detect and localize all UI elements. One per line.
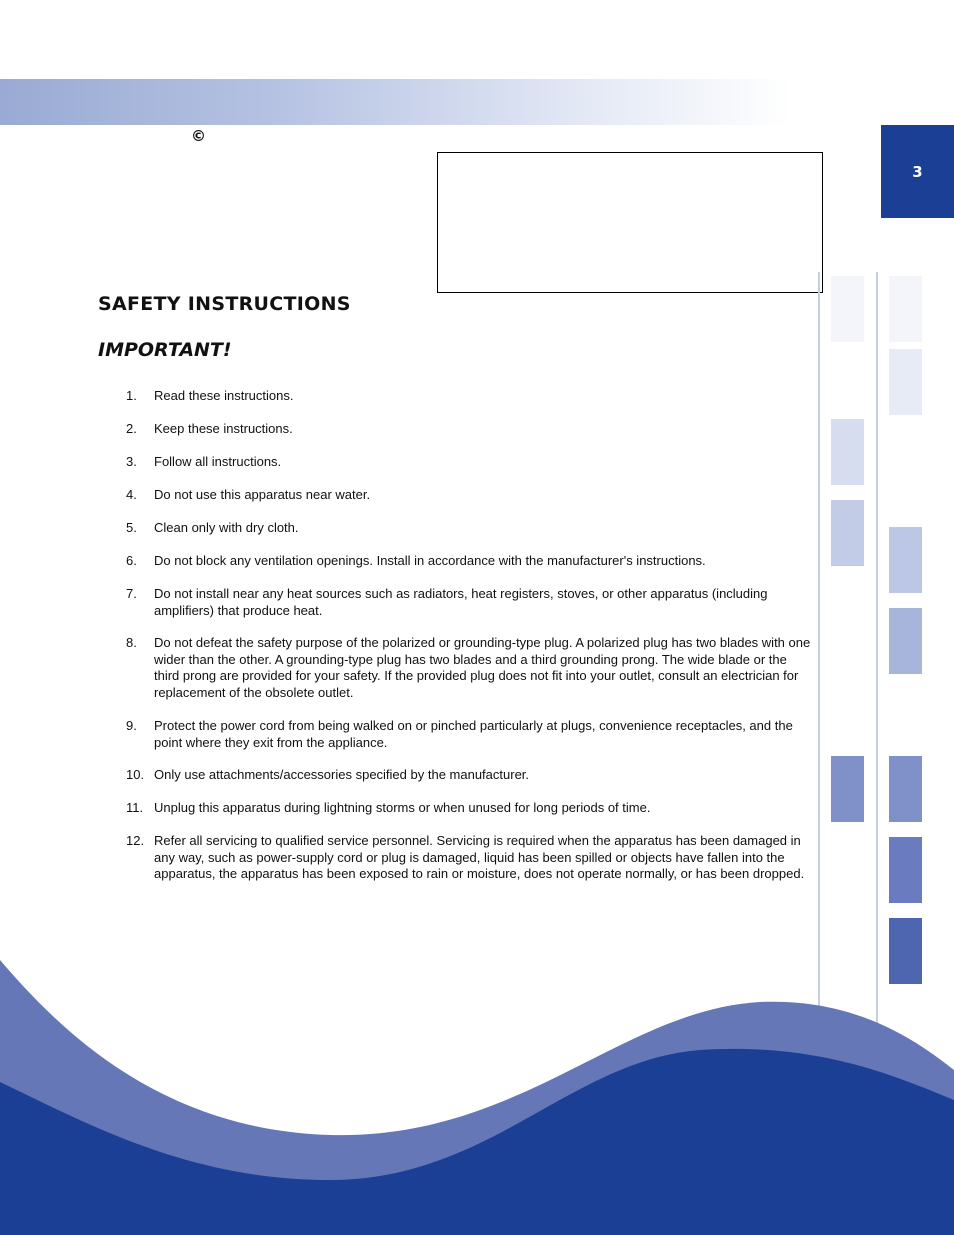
instruction-item (126, 454, 811, 471)
instruction-item (126, 767, 811, 784)
instruction-item (126, 553, 811, 570)
decorative-block (831, 276, 864, 342)
instruction-text: Do not install near any heat sources such as radiators, heat registers, stoves, or other apparatus (including amplifiers) that produce heat. (154, 586, 768, 618)
instruction-text: Do not block any ventilation openings. Install in accordance with the manufacturer's instructions. (154, 553, 706, 568)
instruction-number: 8. (126, 635, 137, 650)
instruction-text: Clean only with dry cloth. (154, 520, 299, 535)
copyright-symbol: © (191, 127, 206, 145)
instruction-text: Keep these instructions. (154, 421, 293, 436)
instruction-item (126, 487, 811, 504)
instruction-number: 9. (126, 718, 137, 733)
instruction-text: Do not use this apparatus near water. (154, 487, 371, 502)
instruction-item (126, 586, 811, 619)
instruction-item (126, 421, 811, 438)
instruction-text: Unplug this apparatus during lightning storms or when unused for long periods of time. (154, 800, 651, 815)
instruction-number: 7. (126, 586, 137, 601)
page-number: 3 (912, 162, 923, 181)
instruction-number: 1. (126, 388, 137, 403)
decorative-block (889, 608, 922, 674)
decorative-block (831, 419, 864, 485)
instruction-text: Do not defeat the safety purpose of the polarized or grounding-type plug. A polarized plug has two blades with one wider than the other. A grounding-type plug has two blades and a third grounding prong. The wide blade or the third prong are provided for your safety. If the provided plug does not fit into your outlet, consult an electrician for replacement of the obsolete outlet. (154, 635, 811, 700)
decorative-block (831, 500, 864, 566)
decorative-block (889, 349, 922, 415)
important-heading: IMPORTANT! (98, 339, 232, 361)
instruction-item (126, 833, 811, 883)
header-gradient-band (0, 79, 790, 125)
instruction-number: 12. (126, 833, 145, 848)
instruction-text: Read these instructions. (154, 388, 294, 403)
page-number-tab (881, 125, 954, 218)
instruction-text: Protect the power cord from being walked on or pinched particularly at plugs, convenience receptacles, and the point where they exit from the appliance. (154, 718, 793, 750)
instruction-number: 6. (126, 553, 137, 568)
section-title: SAFETY INSTRUCTIONS (98, 293, 351, 315)
instruction-number: 5. (126, 520, 137, 535)
instruction-text: Only use attachments/accessories specified by the manufacturer. (154, 767, 530, 782)
instruction-item (126, 800, 811, 817)
instruction-text: Follow all instructions. (154, 454, 282, 469)
instruction-text: Refer all servicing to qualified service personnel. Servicing is required when the apparatus has been damaged in any way, such as power-supply cord or plug is damaged, liquid has been spilled or objects have fallen into the apparatus, the apparatus has been exposed to rain or moisture, does not operate normally, or has been dropped. (154, 833, 805, 881)
instruction-item (126, 635, 811, 701)
instruction-item (126, 520, 811, 537)
decorative-block (889, 837, 922, 903)
instruction-number: 4. (126, 487, 137, 502)
instruction-item (126, 718, 811, 751)
instruction-number: 10. (126, 767, 145, 782)
empty-note-box (437, 152, 823, 293)
instruction-number: 11. (126, 800, 144, 815)
decorative-block (889, 527, 922, 593)
footer-wave-graphic (0, 950, 954, 1235)
instruction-number: 2. (126, 421, 137, 436)
instruction-item (126, 388, 811, 405)
instruction-number: 3. (126, 454, 137, 469)
decorative-block (831, 756, 864, 822)
decorative-block (889, 276, 922, 342)
decorative-block (889, 756, 922, 822)
